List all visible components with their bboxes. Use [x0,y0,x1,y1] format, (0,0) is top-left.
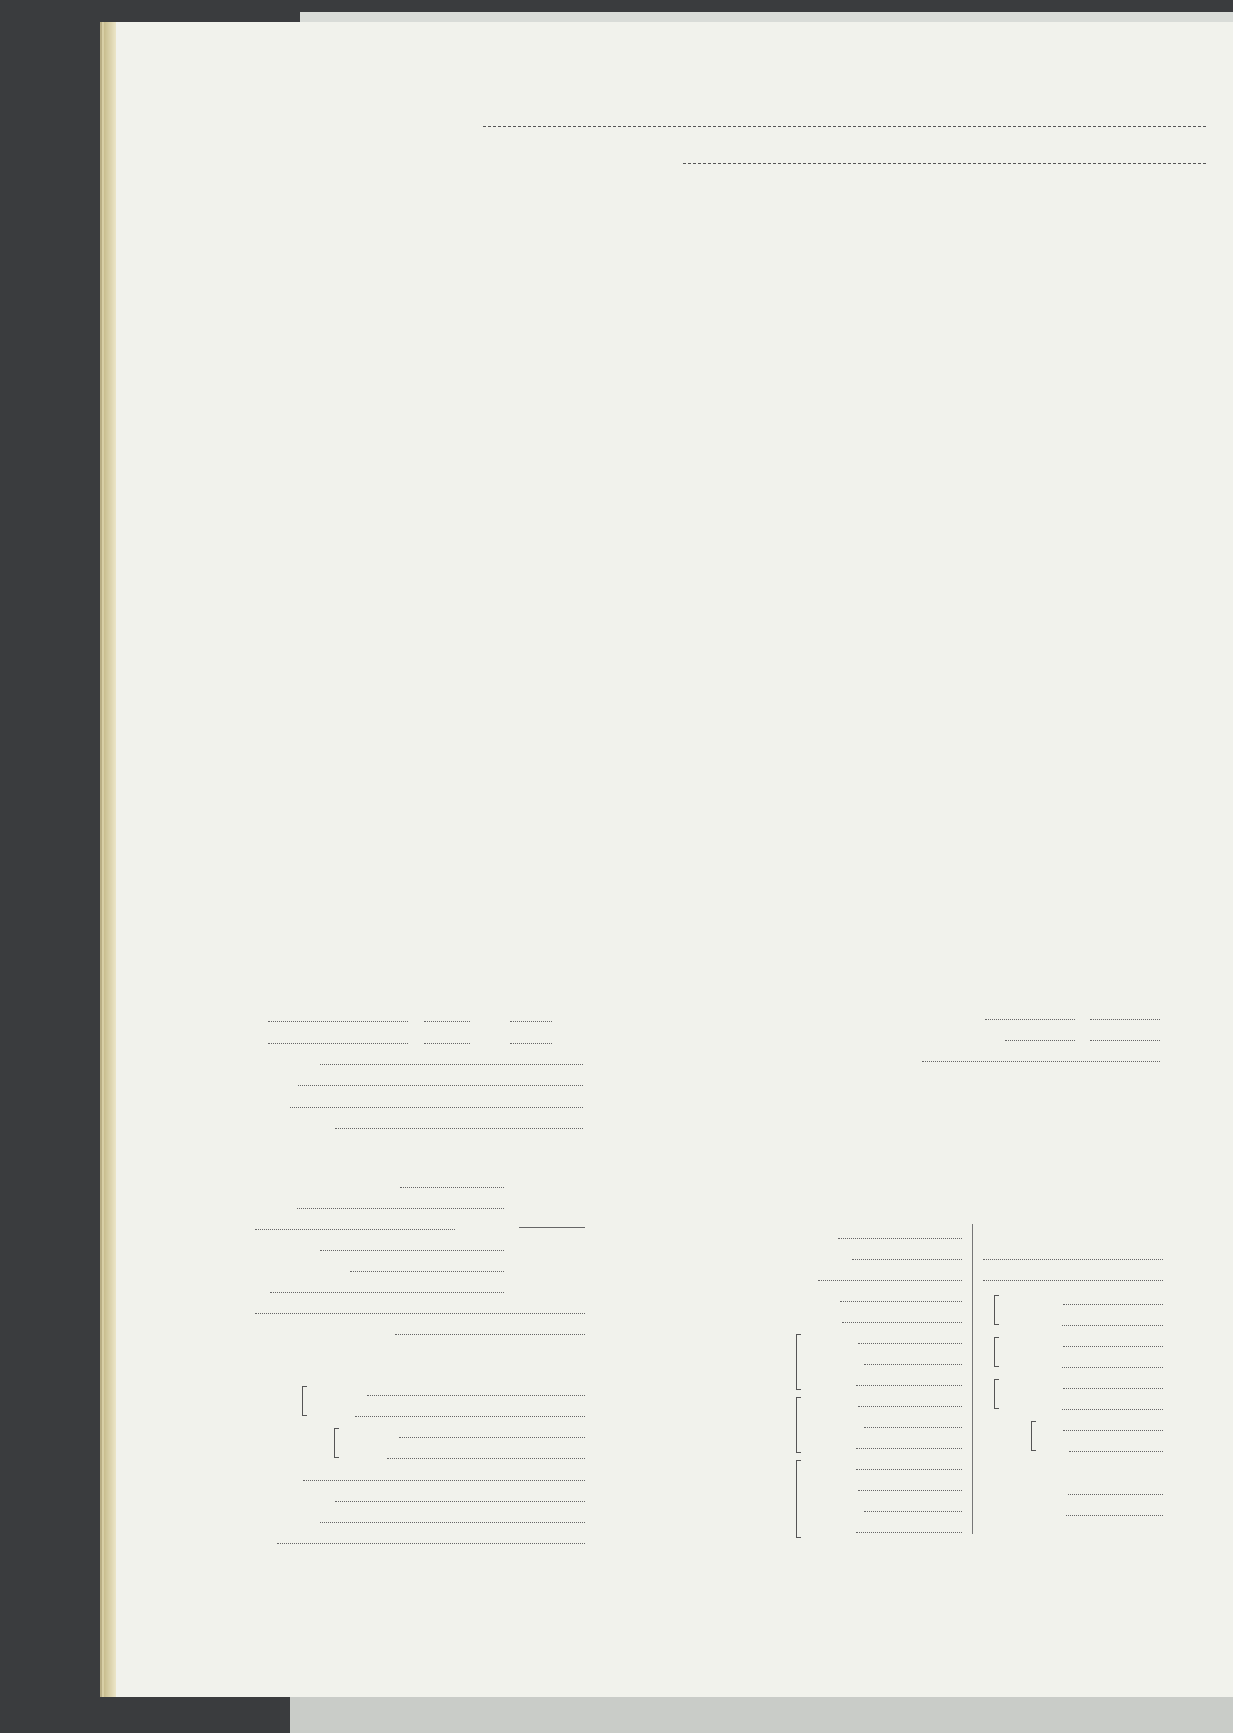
at-anchor-hrs-line [424,1021,470,1022]
derelicts-line [985,1019,1075,1020]
coal-bracket [796,1334,801,1390]
current-set-line [1063,1430,1163,1431]
wo-line [290,1107,583,1108]
motor-american-line [399,1437,585,1438]
rations-commuted-line [320,1250,504,1251]
maximum-line [1068,1494,1163,1495]
total-value-line-1 [519,1227,585,1228]
vacancies-line [270,1292,504,1293]
fuel-oil-bracket [796,1397,801,1453]
compass-line [838,1238,962,1239]
am8-longitude-line [1062,1325,1163,1326]
current-drift-line [1069,1451,1163,1452]
am8-latitude-line [1063,1304,1163,1305]
am8-bracket [994,1295,999,1325]
total-miles-line [320,1064,583,1065]
enlisted-line [335,1128,583,1129]
total-line-1 [255,1229,455,1230]
motor-boats-bracket [334,1428,339,1458]
water-distilled-line [856,1469,962,1470]
fuel-expended-line [864,1427,962,1428]
underway-hrs-line [424,1043,470,1044]
minimum-line [1066,1515,1163,1516]
water-bracket [796,1460,801,1538]
noon-longitude-line [1062,1367,1163,1368]
noon-position-line-1 [983,1259,1163,1260]
fuel-on-hand-line [856,1448,962,1449]
fuel-received-line [858,1406,962,1407]
motor-boats-reported-line [335,1501,585,1502]
at-anchor-min-line [510,1021,552,1022]
noon-bracket [994,1337,999,1367]
lives-saved-line [277,1543,585,1544]
ships-head-line [852,1259,962,1260]
coal-received-line [858,1343,962,1344]
pm8-bracket [994,1379,999,1409]
deviation-line [842,1322,962,1323]
underway-min-line [510,1043,552,1044]
motor-foreign-line [387,1458,585,1459]
current-bracket [1031,1421,1036,1451]
authorized-line [400,1187,504,1188]
right-block-divider [972,1224,973,1534]
noon-latitude-line [1063,1346,1163,1347]
derelicts-line-2 [1090,1019,1160,1020]
regattas-line-2 [1090,1040,1160,1041]
coal-on-hand-line [856,1385,962,1386]
extra-line [297,1208,504,1209]
vessels-foreign-line [355,1416,585,1417]
vessels-american-line [367,1395,585,1396]
total-line-2 [255,1313,585,1314]
water-on-hand-line [856,1532,962,1533]
vessels-reported-line [303,1480,585,1481]
vessels-boarded-bracket [302,1386,307,1416]
absent-line [350,1271,504,1272]
error-line [818,1280,962,1281]
noon-position-line-2 [983,1280,1163,1281]
underway-line [268,1043,408,1044]
pm8-latitude-line [1063,1388,1163,1389]
variation-line [840,1301,962,1302]
at-anchor-line [268,1021,408,1022]
coal-expended-line [864,1364,962,1365]
regattas-line [1005,1040,1075,1041]
water-expended-line [864,1511,962,1512]
rations-issued-line [395,1334,585,1335]
cases-assistance-line [320,1522,585,1523]
officers-line [298,1085,583,1086]
pm8-longitude-line [1062,1409,1163,1410]
drills-line [922,1061,1160,1062]
water-received-line [858,1490,962,1491]
